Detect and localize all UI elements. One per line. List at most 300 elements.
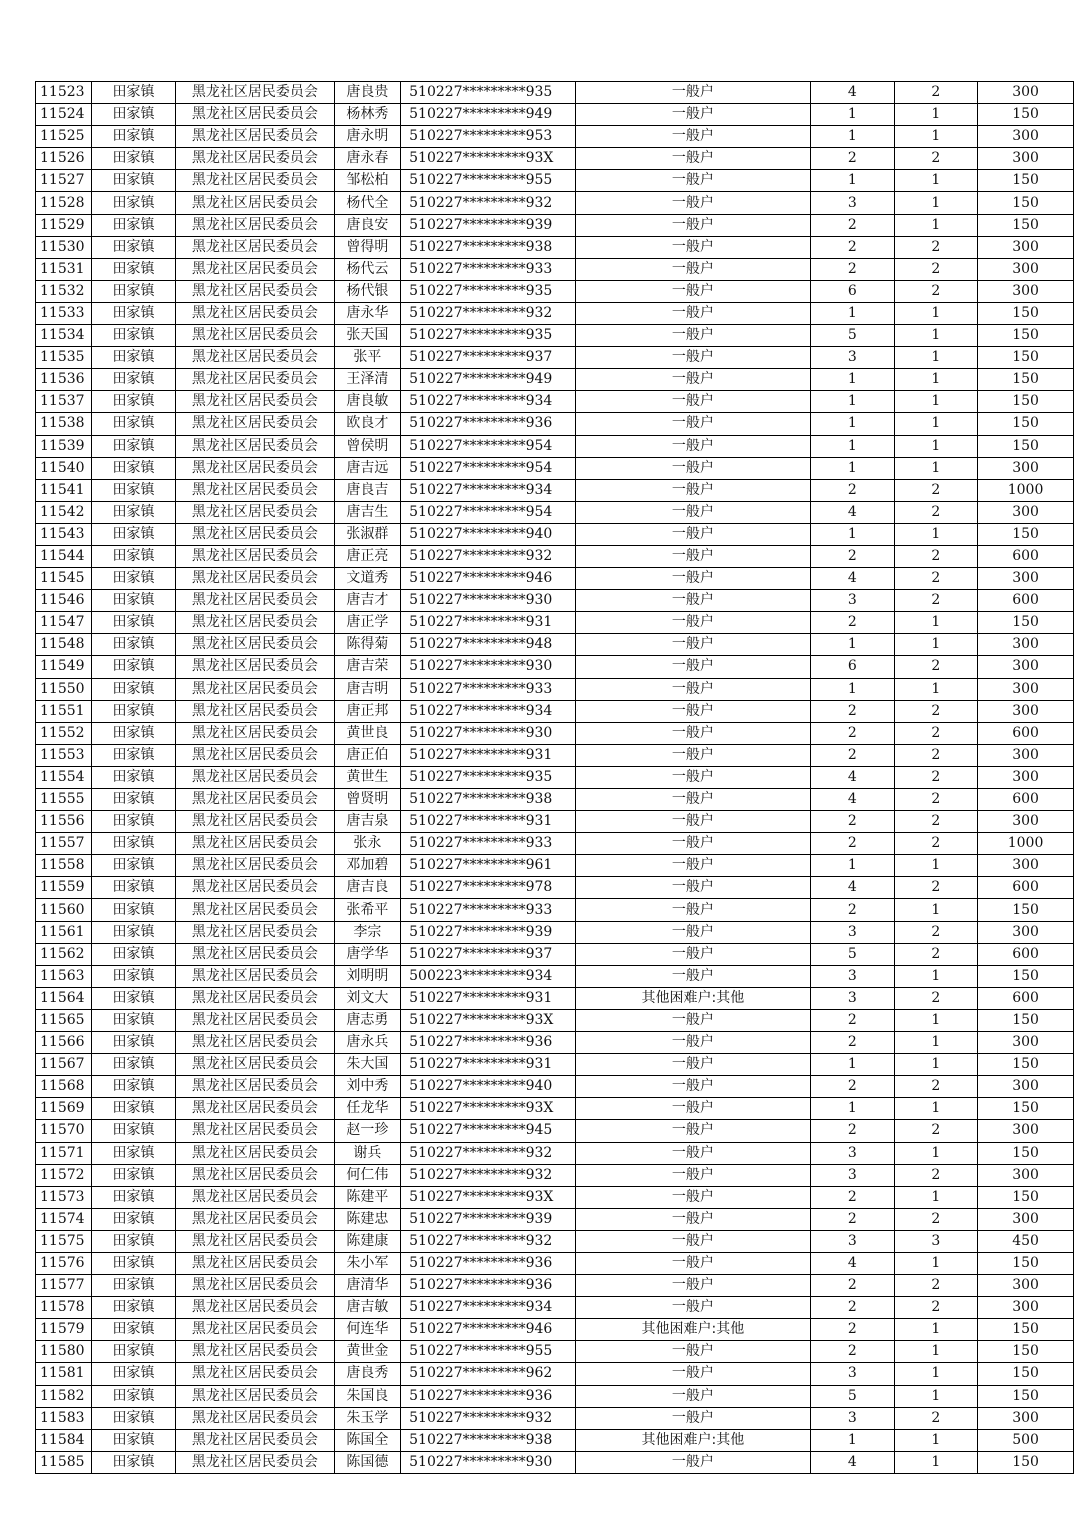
row-number-cell: 11583 (36, 1407, 92, 1429)
subsidized-count-cell: 2 (894, 744, 978, 766)
subsidized-count-cell: 1 (894, 523, 978, 545)
amount-cell: 300 (978, 1164, 1074, 1186)
table-row (36, 1009, 1074, 1031)
town-cell: 田家镇 (91, 1054, 175, 1076)
subsidized-count-cell: 1 (894, 325, 978, 347)
amount-cell: 500 (978, 1429, 1074, 1451)
amount-cell: 150 (978, 413, 1074, 435)
household-type-cell: 一般户 (575, 236, 810, 258)
id-number-cell: 510227*********934 (401, 700, 576, 722)
subsidized-count-cell: 1 (894, 855, 978, 877)
household-type-cell: 一般户 (575, 369, 810, 391)
amount-cell: 150 (978, 214, 1074, 236)
id-number-cell: 510227*********933 (401, 899, 576, 921)
household-size-cell: 6 (811, 656, 895, 678)
town-cell: 田家镇 (91, 789, 175, 811)
table-row (36, 722, 1074, 744)
household-type-cell: 一般户 (575, 501, 810, 523)
town-cell: 田家镇 (91, 413, 175, 435)
row-number-cell: 11565 (36, 1009, 92, 1031)
row-number-cell: 11568 (36, 1076, 92, 1098)
household-size-cell: 1 (811, 126, 895, 148)
household-type-cell: 一般户 (575, 722, 810, 744)
household-type-cell: 一般户 (575, 678, 810, 700)
name-cell: 李宗 (334, 921, 401, 943)
subsidized-count-cell: 2 (894, 1208, 978, 1230)
table-row (36, 1076, 1074, 1098)
id-number-cell: 510227*********933 (401, 678, 576, 700)
household-size-cell: 2 (811, 214, 895, 236)
table-row (36, 1252, 1074, 1274)
subsidized-count-cell: 1 (894, 369, 978, 391)
row-number-cell: 11567 (36, 1054, 92, 1076)
table-row (36, 700, 1074, 722)
town-cell: 田家镇 (91, 1407, 175, 1429)
household-type-cell: 一般户 (575, 943, 810, 965)
amount-cell: 300 (978, 700, 1074, 722)
name-cell: 张永 (334, 833, 401, 855)
row-number-cell: 11533 (36, 302, 92, 324)
subsidized-count-cell: 1 (894, 1319, 978, 1341)
subsidized-count-cell: 1 (894, 1451, 978, 1473)
household-size-cell: 2 (811, 1319, 895, 1341)
household-size-cell: 4 (811, 1451, 895, 1473)
town-cell: 田家镇 (91, 921, 175, 943)
name-cell: 欧良才 (334, 413, 401, 435)
id-number-cell: 510227*********953 (401, 126, 576, 148)
household-size-cell: 1 (811, 104, 895, 126)
household-size-cell: 2 (811, 1186, 895, 1208)
row-number-cell: 11524 (36, 104, 92, 126)
household-size-cell: 1 (811, 302, 895, 324)
household-type-cell: 一般户 (575, 1186, 810, 1208)
amount-cell: 300 (978, 744, 1074, 766)
household-type-cell: 一般户 (575, 347, 810, 369)
household-type-cell: 其他困难户:其他 (575, 1319, 810, 1341)
town-cell: 田家镇 (91, 192, 175, 214)
town-cell: 田家镇 (91, 347, 175, 369)
id-number-cell: 510227*********939 (401, 1208, 576, 1230)
household-type-cell: 一般户 (575, 1032, 810, 1054)
name-cell: 邓加碧 (334, 855, 401, 877)
town-cell: 田家镇 (91, 104, 175, 126)
committee-cell: 黑龙社区居民委员会 (176, 678, 334, 700)
table-row (36, 943, 1074, 965)
subsidized-count-cell: 2 (894, 236, 978, 258)
committee-cell: 黑龙社区居民委员会 (176, 855, 334, 877)
subsidized-count-cell: 2 (894, 479, 978, 501)
household-type-cell: 一般户 (575, 1208, 810, 1230)
household-type-cell: 一般户 (575, 104, 810, 126)
amount-cell: 300 (978, 811, 1074, 833)
row-number-cell: 11540 (36, 457, 92, 479)
subsidized-count-cell: 1 (894, 1054, 978, 1076)
amount-cell: 150 (978, 1341, 1074, 1363)
table-row (36, 678, 1074, 700)
household-size-cell: 3 (811, 1407, 895, 1429)
id-number-cell: 510227*********934 (401, 1297, 576, 1319)
table-row (36, 302, 1074, 324)
table-row (36, 789, 1074, 811)
name-cell: 陈得菊 (334, 634, 401, 656)
amount-cell: 300 (978, 1208, 1074, 1230)
name-cell: 唐清华 (334, 1275, 401, 1297)
committee-cell: 黑龙社区居民委员会 (176, 280, 334, 302)
household-size-cell: 2 (811, 612, 895, 634)
name-cell: 曾得明 (334, 236, 401, 258)
id-number-cell: 510227*********930 (401, 590, 576, 612)
id-number-cell: 510227*********931 (401, 987, 576, 1009)
committee-cell: 黑龙社区居民委员会 (176, 1451, 334, 1473)
committee-cell: 黑龙社区居民委员会 (176, 568, 334, 590)
table-row (36, 1341, 1074, 1363)
committee-cell: 黑龙社区居民委员会 (176, 1032, 334, 1054)
amount-cell: 150 (978, 170, 1074, 192)
household-size-cell: 4 (811, 1252, 895, 1274)
id-number-cell: 510227*********932 (401, 1164, 576, 1186)
town-cell: 田家镇 (91, 1230, 175, 1252)
subsidized-count-cell: 2 (894, 656, 978, 678)
household-size-cell: 2 (811, 1341, 895, 1363)
id-number-cell: 510227*********934 (401, 479, 576, 501)
row-number-cell: 11569 (36, 1098, 92, 1120)
amount-cell: 300 (978, 258, 1074, 280)
town-cell: 田家镇 (91, 700, 175, 722)
committee-cell: 黑龙社区居民委员会 (176, 1142, 334, 1164)
row-number-cell: 11561 (36, 921, 92, 943)
id-number-cell: 510227*********946 (401, 1319, 576, 1341)
table-row (36, 236, 1074, 258)
household-type-cell: 一般户 (575, 280, 810, 302)
row-number-cell: 11577 (36, 1275, 92, 1297)
amount-cell: 300 (978, 501, 1074, 523)
id-number-cell: 510227*********946 (401, 568, 576, 590)
name-cell: 张淑群 (334, 523, 401, 545)
subsidized-count-cell: 1 (894, 1009, 978, 1031)
town-cell: 田家镇 (91, 1098, 175, 1120)
town-cell: 田家镇 (91, 568, 175, 590)
id-number-cell: 510227*********940 (401, 1076, 576, 1098)
row-number-cell: 11576 (36, 1252, 92, 1274)
household-type-cell: 一般户 (575, 82, 810, 104)
committee-cell: 黑龙社区居民委员会 (176, 1363, 334, 1385)
household-size-cell: 2 (811, 744, 895, 766)
town-cell: 田家镇 (91, 501, 175, 523)
id-number-cell: 510227*********932 (401, 192, 576, 214)
subsidized-count-cell: 2 (894, 766, 978, 788)
name-cell: 曾贤明 (334, 789, 401, 811)
subsidized-count-cell: 1 (894, 1385, 978, 1407)
name-cell: 唐永明 (334, 126, 401, 148)
row-number-cell: 11580 (36, 1341, 92, 1363)
row-number-cell: 11531 (36, 258, 92, 280)
row-number-cell: 11550 (36, 678, 92, 700)
amount-cell: 150 (978, 1319, 1074, 1341)
committee-cell: 黑龙社区居民委员会 (176, 590, 334, 612)
name-cell: 朱小军 (334, 1252, 401, 1274)
town-cell: 田家镇 (91, 987, 175, 1009)
subsidized-count-cell: 1 (894, 634, 978, 656)
id-number-cell: 510227*********954 (401, 457, 576, 479)
household-size-cell: 6 (811, 280, 895, 302)
id-number-cell: 510227*********948 (401, 634, 576, 656)
subsidized-count-cell: 2 (894, 590, 978, 612)
amount-cell: 300 (978, 921, 1074, 943)
name-cell: 唐良敏 (334, 391, 401, 413)
table-body (36, 82, 1074, 1474)
household-size-cell: 1 (811, 678, 895, 700)
town-cell: 田家镇 (91, 744, 175, 766)
amount-cell: 150 (978, 302, 1074, 324)
row-number-cell: 11571 (36, 1142, 92, 1164)
name-cell: 唐良秀 (334, 1363, 401, 1385)
row-number-cell: 11584 (36, 1429, 92, 1451)
name-cell: 张平 (334, 347, 401, 369)
town-cell: 田家镇 (91, 369, 175, 391)
id-number-cell: 510227*********933 (401, 833, 576, 855)
committee-cell: 黑龙社区居民委员会 (176, 1009, 334, 1031)
name-cell: 唐永兵 (334, 1032, 401, 1054)
committee-cell: 黑龙社区居民委员会 (176, 258, 334, 280)
name-cell: 黄世生 (334, 766, 401, 788)
row-number-cell: 11535 (36, 347, 92, 369)
subsidized-count-cell: 2 (894, 568, 978, 590)
table-row (36, 258, 1074, 280)
household-type-cell: 一般户 (575, 921, 810, 943)
subsidized-count-cell: 2 (894, 877, 978, 899)
name-cell: 何仁伟 (334, 1164, 401, 1186)
household-size-cell: 1 (811, 413, 895, 435)
subsidized-count-cell: 1 (894, 104, 978, 126)
name-cell: 文道秀 (334, 568, 401, 590)
committee-cell: 黑龙社区居民委员会 (176, 789, 334, 811)
town-cell: 田家镇 (91, 1341, 175, 1363)
subsidized-count-cell: 1 (894, 1341, 978, 1363)
subsidized-count-cell: 2 (894, 722, 978, 744)
amount-cell: 150 (978, 1252, 1074, 1274)
committee-cell: 黑龙社区居民委员会 (176, 700, 334, 722)
id-number-cell: 510227*********931 (401, 811, 576, 833)
name-cell: 唐吉生 (334, 501, 401, 523)
amount-cell: 300 (978, 1120, 1074, 1142)
table-row (36, 1054, 1074, 1076)
committee-cell: 黑龙社区居民委员会 (176, 899, 334, 921)
name-cell: 唐吉良 (334, 877, 401, 899)
amount-cell: 300 (978, 457, 1074, 479)
household-type-cell: 一般户 (575, 457, 810, 479)
table-row (36, 126, 1074, 148)
committee-cell: 黑龙社区居民委员会 (176, 1164, 334, 1186)
household-size-cell: 4 (811, 501, 895, 523)
name-cell: 张天国 (334, 325, 401, 347)
id-number-cell: 510227*********938 (401, 236, 576, 258)
id-number-cell: 510227*********932 (401, 1142, 576, 1164)
amount-cell: 300 (978, 1032, 1074, 1054)
id-number-cell: 510227*********945 (401, 1120, 576, 1142)
table-row (36, 391, 1074, 413)
id-number-cell: 510227*********936 (401, 1252, 576, 1274)
committee-cell: 黑龙社区居民委员会 (176, 943, 334, 965)
committee-cell: 黑龙社区居民委员会 (176, 722, 334, 744)
household-type-cell: 一般户 (575, 1252, 810, 1274)
household-size-cell: 2 (811, 1009, 895, 1031)
row-number-cell: 11549 (36, 656, 92, 678)
household-type-cell: 一般户 (575, 1407, 810, 1429)
town-cell: 田家镇 (91, 126, 175, 148)
amount-cell: 300 (978, 1407, 1074, 1429)
household-type-cell: 一般户 (575, 523, 810, 545)
household-type-cell: 一般户 (575, 1275, 810, 1297)
row-number-cell: 11581 (36, 1363, 92, 1385)
subsidized-count-cell: 1 (894, 347, 978, 369)
committee-cell: 黑龙社区居民委员会 (176, 1252, 334, 1274)
subsidized-count-cell: 2 (894, 943, 978, 965)
household-type-cell: 一般户 (575, 1142, 810, 1164)
household-size-cell: 2 (811, 545, 895, 567)
town-cell: 田家镇 (91, 1208, 175, 1230)
row-number-cell: 11525 (36, 126, 92, 148)
household-type-cell: 一般户 (575, 325, 810, 347)
household-type-cell: 其他困难户:其他 (575, 1429, 810, 1451)
row-number-cell: 11547 (36, 612, 92, 634)
household-size-cell: 1 (811, 391, 895, 413)
row-number-cell: 11544 (36, 545, 92, 567)
committee-cell: 黑龙社区居民委员会 (176, 82, 334, 104)
row-number-cell: 11523 (36, 82, 92, 104)
subsidized-count-cell: 2 (894, 811, 978, 833)
household-type-cell: 一般户 (575, 148, 810, 170)
household-size-cell: 4 (811, 568, 895, 590)
household-type-cell: 一般户 (575, 965, 810, 987)
household-size-cell: 2 (811, 722, 895, 744)
row-number-cell: 11554 (36, 766, 92, 788)
table-row (36, 501, 1074, 523)
subsidized-count-cell: 1 (894, 457, 978, 479)
household-type-cell: 一般户 (575, 811, 810, 833)
town-cell: 田家镇 (91, 833, 175, 855)
name-cell: 唐吉泉 (334, 811, 401, 833)
household-type-cell: 一般户 (575, 855, 810, 877)
household-size-cell: 3 (811, 1363, 895, 1385)
subsidized-count-cell: 3 (894, 1230, 978, 1252)
row-number-cell: 11538 (36, 413, 92, 435)
name-cell: 杨代全 (334, 192, 401, 214)
household-type-cell: 一般户 (575, 545, 810, 567)
row-number-cell: 11562 (36, 943, 92, 965)
town-cell: 田家镇 (91, 1164, 175, 1186)
amount-cell: 300 (978, 236, 1074, 258)
amount-cell: 600 (978, 545, 1074, 567)
committee-cell: 黑龙社区居民委员会 (176, 965, 334, 987)
household-size-cell: 2 (811, 1297, 895, 1319)
committee-cell: 黑龙社区居民委员会 (176, 523, 334, 545)
name-cell: 杨代银 (334, 280, 401, 302)
town-cell: 田家镇 (91, 943, 175, 965)
id-number-cell: 510227*********93X (401, 148, 576, 170)
table-row (36, 1297, 1074, 1319)
household-size-cell: 5 (811, 943, 895, 965)
subsidized-count-cell: 2 (894, 1275, 978, 1297)
committee-cell: 黑龙社区居民委员会 (176, 1120, 334, 1142)
household-type-cell: 其他困难户:其他 (575, 987, 810, 1009)
amount-cell: 600 (978, 722, 1074, 744)
household-size-cell: 3 (811, 987, 895, 1009)
household-type-cell: 一般户 (575, 590, 810, 612)
household-size-cell: 2 (811, 899, 895, 921)
row-number-cell: 11570 (36, 1120, 92, 1142)
committee-cell: 黑龙社区居民委员会 (176, 391, 334, 413)
id-number-cell: 510227*********935 (401, 325, 576, 347)
amount-cell: 150 (978, 1186, 1074, 1208)
table-row (36, 192, 1074, 214)
id-number-cell: 510227*********936 (401, 1032, 576, 1054)
household-type-cell: 一般户 (575, 833, 810, 855)
committee-cell: 黑龙社区居民委员会 (176, 413, 334, 435)
town-cell: 田家镇 (91, 1142, 175, 1164)
name-cell: 陈国德 (334, 1451, 401, 1473)
row-number-cell: 11558 (36, 855, 92, 877)
row-number-cell: 11530 (36, 236, 92, 258)
amount-cell: 300 (978, 656, 1074, 678)
town-cell: 田家镇 (91, 391, 175, 413)
subsidized-count-cell: 1 (894, 1363, 978, 1385)
town-cell: 田家镇 (91, 612, 175, 634)
id-number-cell: 510227*********936 (401, 413, 576, 435)
table-row (36, 1407, 1074, 1429)
amount-cell: 150 (978, 965, 1074, 987)
amount-cell: 150 (978, 1098, 1074, 1120)
household-size-cell: 1 (811, 457, 895, 479)
row-number-cell: 11574 (36, 1208, 92, 1230)
row-number-cell: 11526 (36, 148, 92, 170)
town-cell: 田家镇 (91, 435, 175, 457)
household-size-cell: 3 (811, 921, 895, 943)
row-number-cell: 11551 (36, 700, 92, 722)
name-cell: 黄世金 (334, 1341, 401, 1363)
amount-cell: 150 (978, 391, 1074, 413)
town-cell: 田家镇 (91, 523, 175, 545)
household-type-cell: 一般户 (575, 258, 810, 280)
household-size-cell: 2 (811, 479, 895, 501)
subsidized-count-cell: 2 (894, 148, 978, 170)
town-cell: 田家镇 (91, 1319, 175, 1341)
town-cell: 田家镇 (91, 258, 175, 280)
town-cell: 田家镇 (91, 855, 175, 877)
name-cell: 唐正学 (334, 612, 401, 634)
table-row (36, 1275, 1074, 1297)
row-number-cell: 11563 (36, 965, 92, 987)
amount-cell: 600 (978, 943, 1074, 965)
id-number-cell: 510227*********932 (401, 545, 576, 567)
table-row (36, 148, 1074, 170)
id-number-cell: 510227*********954 (401, 501, 576, 523)
amount-cell: 150 (978, 104, 1074, 126)
household-type-cell: 一般户 (575, 1054, 810, 1076)
amount-cell: 150 (978, 435, 1074, 457)
amount-cell: 300 (978, 634, 1074, 656)
row-number-cell: 11532 (36, 280, 92, 302)
amount-cell: 150 (978, 325, 1074, 347)
household-size-cell: 2 (811, 258, 895, 280)
household-size-cell: 1 (811, 1429, 895, 1451)
id-number-cell: 510227*********939 (401, 214, 576, 236)
id-number-cell: 510227*********936 (401, 1385, 576, 1407)
household-type-cell: 一般户 (575, 568, 810, 590)
household-size-cell: 3 (811, 192, 895, 214)
committee-cell: 黑龙社区居民委员会 (176, 545, 334, 567)
id-number-cell: 510227*********934 (401, 391, 576, 413)
household-type-cell: 一般户 (575, 1341, 810, 1363)
